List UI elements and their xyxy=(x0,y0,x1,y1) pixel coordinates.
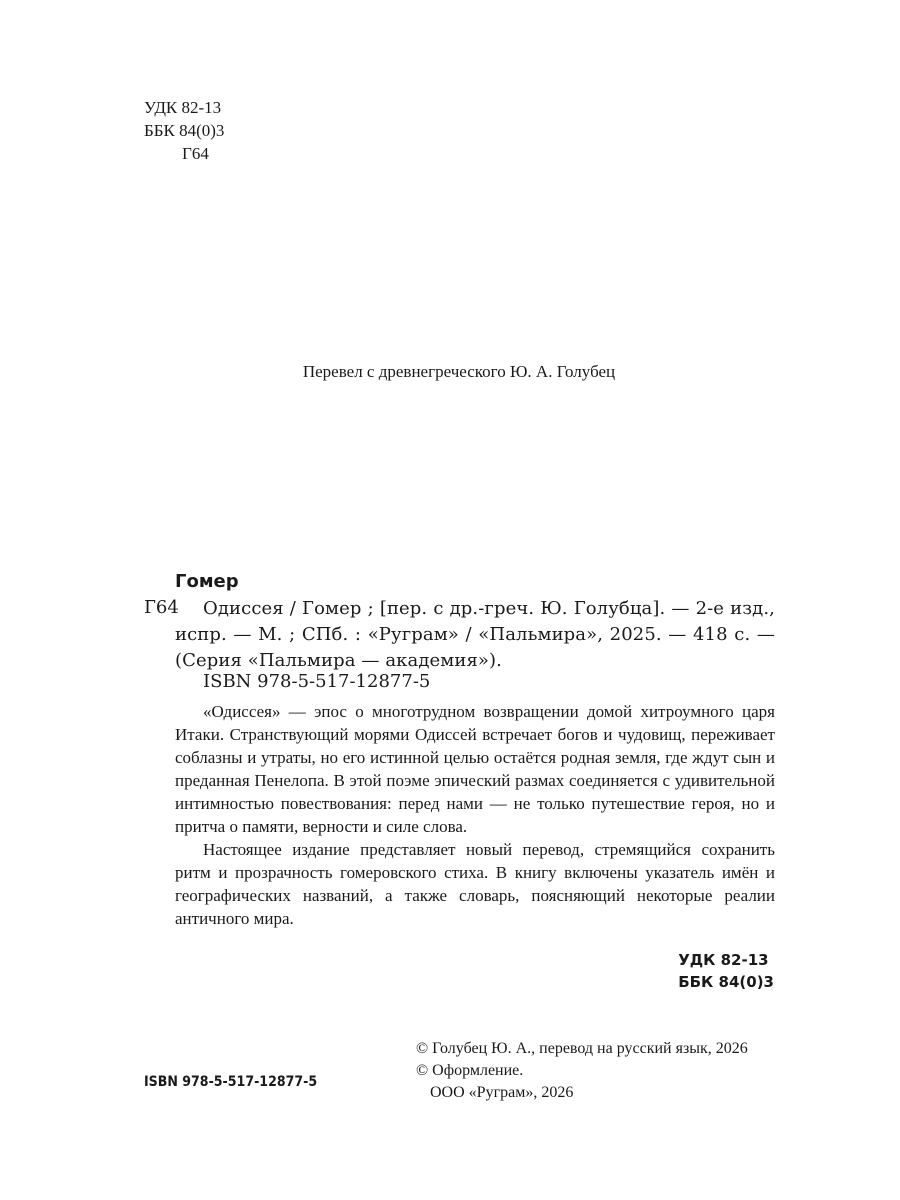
copyright-design: © Оформление. xyxy=(416,1062,524,1079)
header-classification-codes xyxy=(144,96,224,165)
footer-classification-codes xyxy=(678,949,774,993)
catalog-author-mark: Г64 xyxy=(144,597,179,618)
catalog-isbn: ISBN 978-5-517-12877-5 xyxy=(203,671,431,692)
annotation xyxy=(175,700,775,930)
copyright-publisher: ООО «Руграм», 2026 xyxy=(430,1084,574,1101)
annotation-paragraph: Настоящее издание представляет новый перевод, стремящийся сохранить ритм и прозрачность гомеровского стиха. В книгу включены указатель имён и географических названий, а также словарь, поясняющий некоторые реалии античного мира. xyxy=(175,840,775,928)
annotation-paragraph: «Одиссея» — эпос о многотрудном возвращении домой хитроумного царя Итаки. Странствующий морями Одиссей встречает богов и чудовищ, переживает соблазны и утраты, но его истинной целью остаётся родная земля, где ждут сын и преданная Пенелопа. В этой поэме эпический размах соединяется с удивительной интимностью повествования: перед нами — не только путешествие героя, но и притча о памяти, верности и силе слова. xyxy=(175,702,775,836)
footer-udk-code: УДК 82-13 xyxy=(678,951,769,969)
bibliographic-record-text: Одиссея / Гомер ; [пер. с др.-греч. Ю. Голубца]. — 2-е изд., испр. — М. ; СПб. : «Руграм» / «Пальмира», 2025. — 418 с. — (Серия «Пальмира — академия»). xyxy=(175,598,775,671)
footer-bbk-code: ББК 84(0)3 xyxy=(678,973,774,991)
udk-code: УДК 82-13 xyxy=(144,98,222,117)
author-mark: Г64 xyxy=(182,144,209,163)
footer-isbn: ISBN 978-5-517-12877-5 xyxy=(144,1074,318,1090)
bbk-code: ББК 84(0)3 xyxy=(144,121,225,140)
copyright-block xyxy=(416,1038,748,1104)
translator-note: Перевел с древнегреческого Ю. А. Голубец xyxy=(302,362,616,381)
copyright-translation: © Голубец Ю. А., перевод на русский язык, 2026 xyxy=(416,1040,748,1057)
catalog-author: Гомер xyxy=(175,571,239,592)
bibliographic-record xyxy=(175,596,775,674)
